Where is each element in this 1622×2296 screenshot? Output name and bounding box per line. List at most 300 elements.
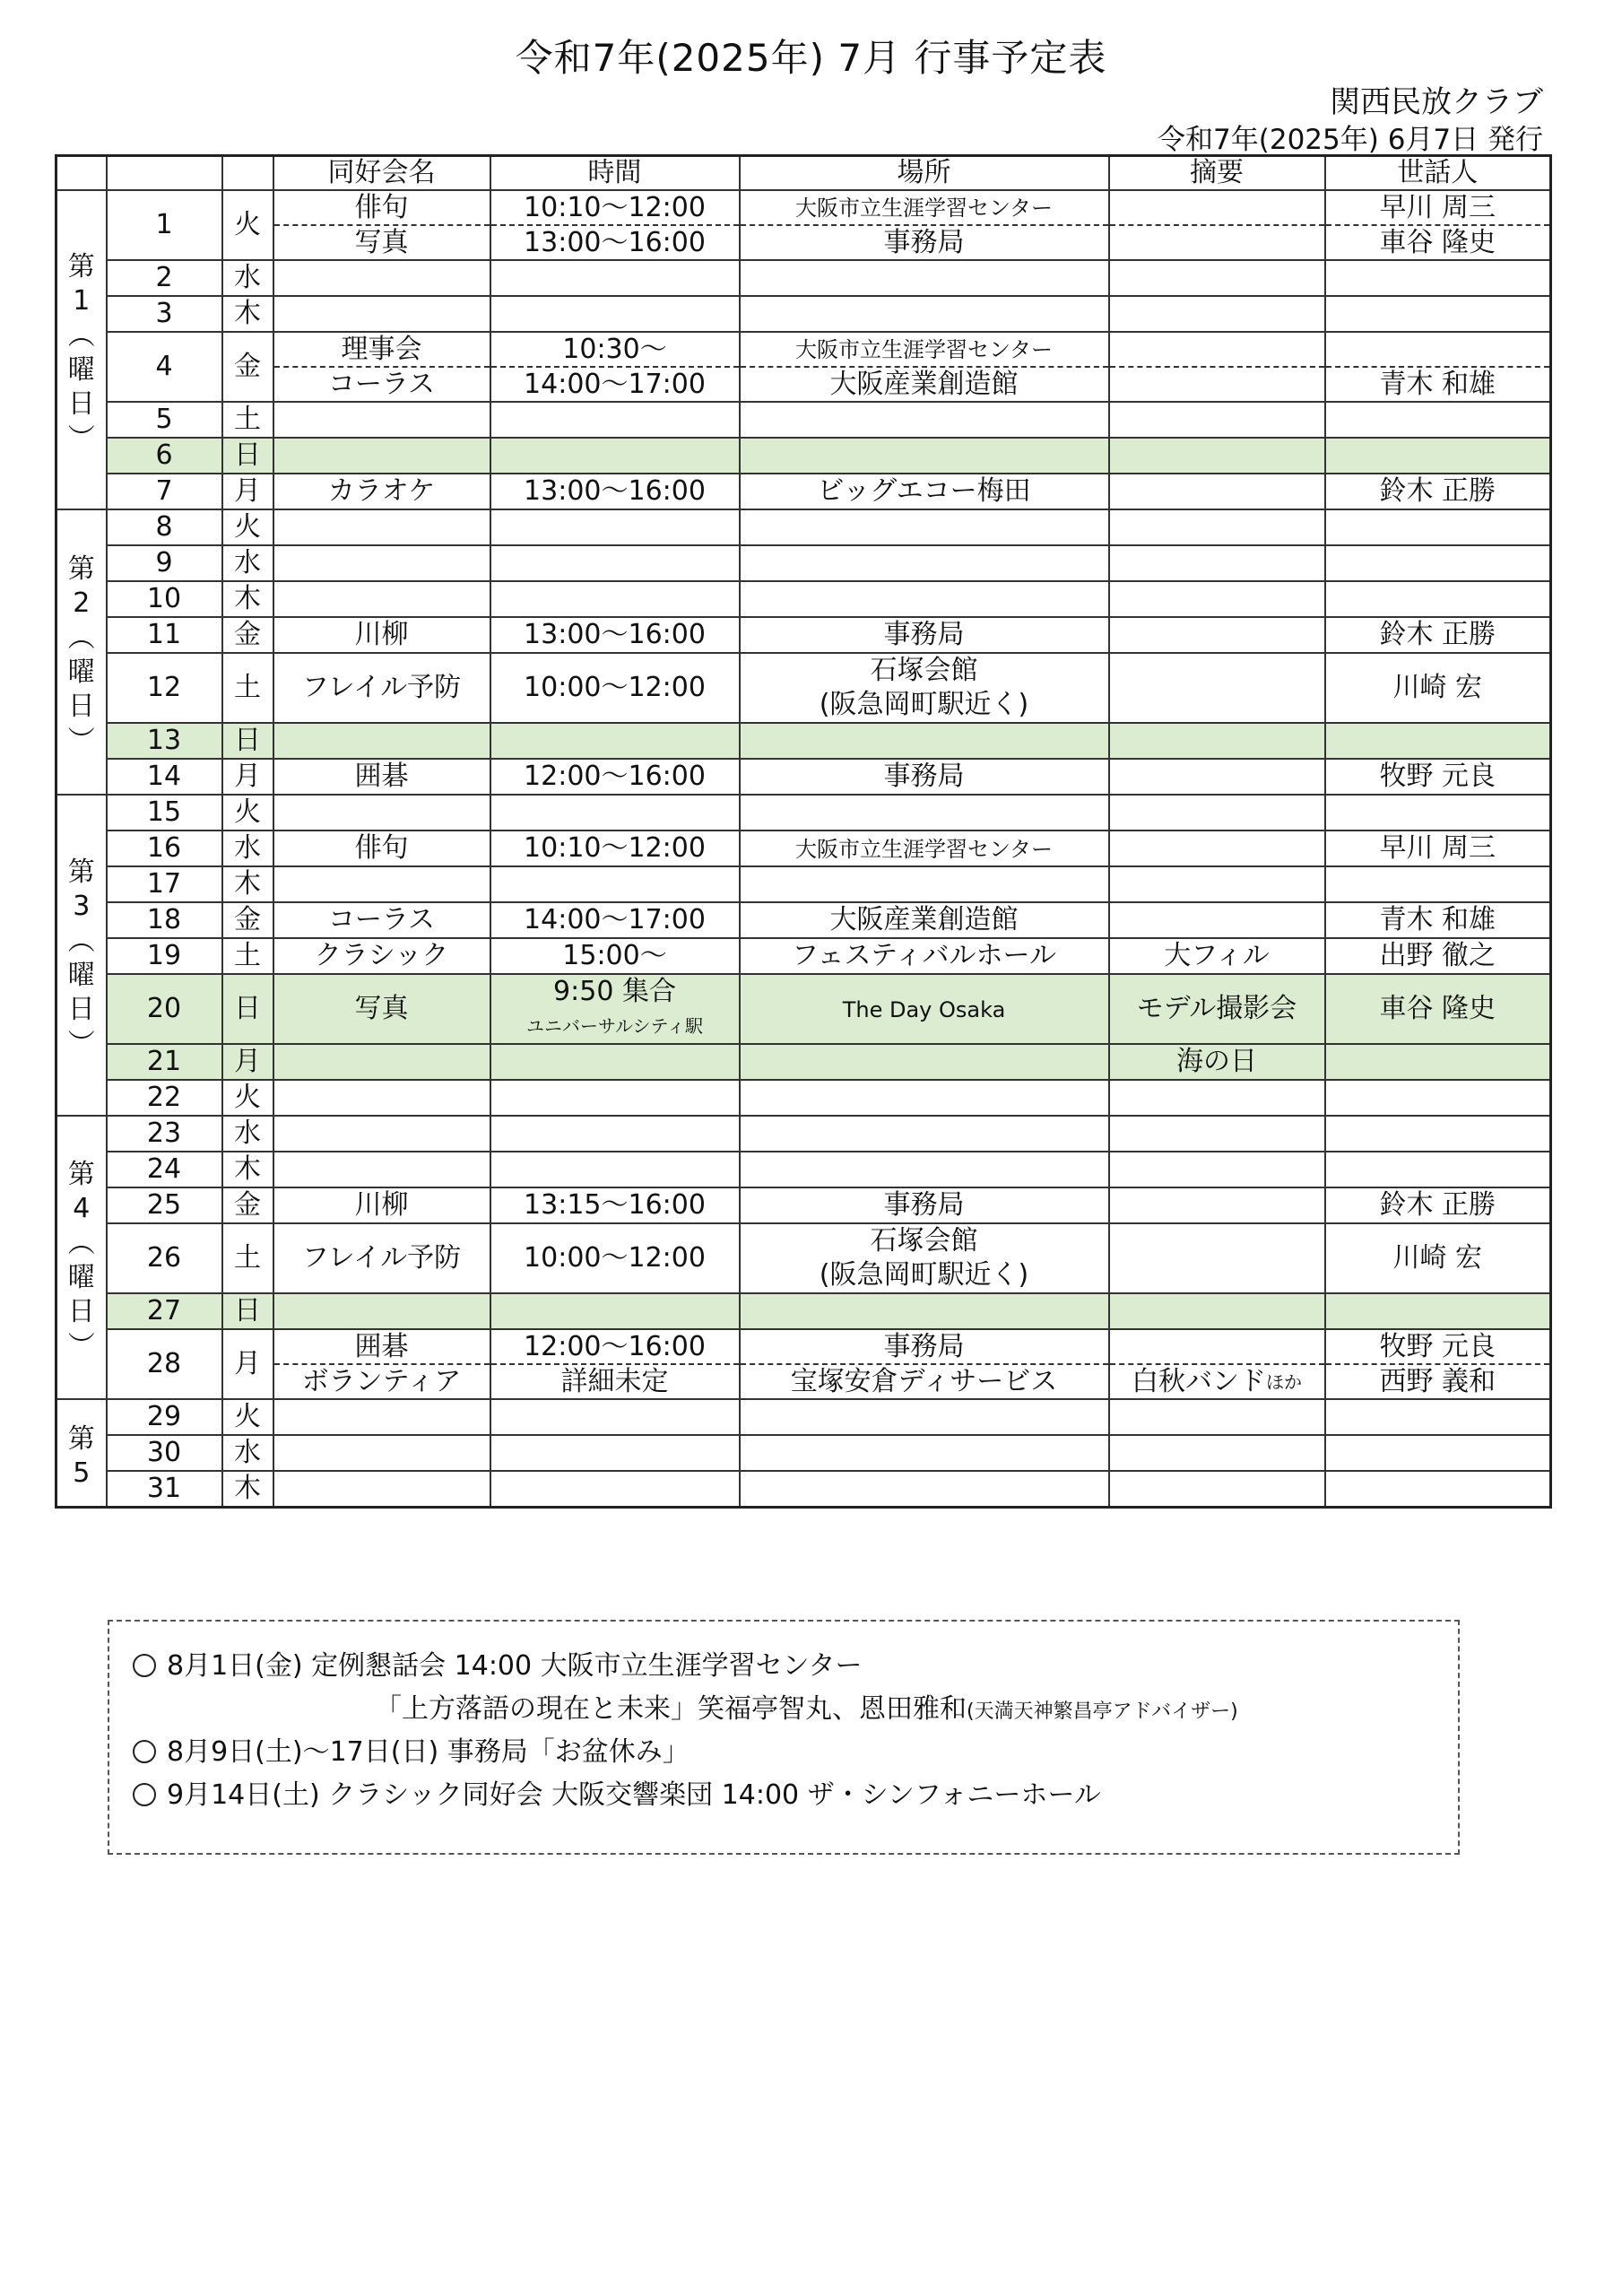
day-number: 20 [146,993,182,1024]
week-label-char: ︶ [67,1028,95,1060]
host-cell-value: 車谷 隆史 [1379,226,1496,258]
note-cell [1109,545,1325,581]
club-name [273,938,490,974]
day-cell [107,509,222,545]
club-name [273,831,490,866]
club-name-value: カラオケ [327,475,436,507]
day-cell [107,902,222,938]
weekday-cell [222,296,273,332]
week-label-char: 日 [67,994,95,1026]
table-row [56,402,1551,438]
table-row [56,296,1551,332]
host-cell [1325,974,1551,1044]
time-cell-value: 13:15〜16:00 [524,1189,706,1221]
host-cell [1325,831,1551,866]
table-row [56,332,1551,402]
place-cell [740,581,1109,617]
time-cell [490,509,740,545]
club-name-value: コーラス [327,368,436,400]
time-cell [490,1293,740,1329]
host-cell [1325,1116,1551,1152]
place-cell [740,938,1109,974]
time-cell [490,1116,740,1152]
weekday-cell [222,402,273,438]
weekday-cell [222,581,273,617]
day-number: 5 [155,404,173,435]
week-label-char: 曜 [67,960,95,991]
day-cell [107,831,222,866]
time-cell [490,759,740,795]
club-name [273,1435,490,1471]
place-cell [740,617,1109,653]
time-cell [490,1223,740,1293]
weekday-label: 月 [234,1348,261,1379]
club-name [273,617,490,653]
club-name-value: フレイル予防 [301,1242,462,1274]
header-row [56,156,1551,191]
note-suffix: ほか [1266,1370,1302,1393]
day-number: 6 [155,439,173,471]
day-cell [107,974,222,1044]
club-name-value: 囲碁 [354,1330,409,1362]
note-cell [1109,1116,1325,1152]
host-cell [1325,1399,1551,1435]
day-cell [107,653,222,723]
place-cell-value: 宝塚安倉ディサービス [790,1365,1058,1397]
host-cell [1325,438,1551,474]
weekday-cell [222,617,273,653]
column-header [490,156,740,191]
club-name [273,332,490,402]
time-cell [490,296,740,332]
circle-bullet-icon [133,1654,156,1677]
host-cell-value: 鈴木 正勝 [1379,1189,1496,1221]
place-cell [740,1187,1109,1223]
place-cell [740,1116,1109,1152]
day-number: 24 [146,1153,182,1185]
weekday-label: 火 [234,796,261,828]
host-cell [1325,1329,1551,1399]
note-cell [1109,402,1325,438]
place-cell [740,795,1109,831]
time-cell-value: 12:00〜16:00 [524,1330,706,1362]
week-label-char: ︶ [67,422,95,455]
club-name [273,1293,490,1329]
club-name [273,974,490,1044]
column-header-label: 同好会名 [327,157,436,188]
table-row [56,1471,1551,1508]
place-cell-value: 事務局 [883,761,965,792]
host-cell [1325,866,1551,902]
place-cell [740,438,1109,474]
time-cell-value: 10:10〜12:00 [524,191,706,223]
club-name-value: クラシック [314,940,449,971]
time-cell [490,938,740,974]
day-number: 10 [146,583,182,614]
weekday-label: 月 [234,761,261,792]
table-row [56,1435,1551,1471]
club-name [273,1152,490,1187]
day-cell [107,795,222,831]
time-cell [490,1435,740,1471]
time-cell [490,545,740,581]
week-label-char: 3 [73,891,91,923]
host-cell-value: 西野 義和 [1379,1365,1496,1397]
day-number: 11 [146,619,182,650]
place-cell [740,1293,1109,1329]
weekday-label: 月 [234,475,261,507]
place-cell [740,296,1109,332]
day-cell [107,402,222,438]
week-label-char: 第 [67,1158,95,1190]
weekday-cell [222,1435,273,1471]
note-cell [1109,938,1325,974]
day-cell [107,866,222,902]
club-name [273,190,490,260]
host-cell [1325,190,1551,260]
weekday-cell [222,831,273,866]
week-label [56,1116,107,1399]
weekday-cell [222,795,273,831]
table-row [56,617,1551,653]
club-name-value: 写真 [354,993,409,1024]
time-cell [490,902,740,938]
weekday-cell [222,1187,273,1223]
table-row [56,1152,1551,1187]
day-cell [107,1152,222,1187]
weekday-cell [222,1399,273,1435]
weekday-label: 土 [234,940,261,971]
week-label-char: ︶ [67,1330,95,1362]
time-cell [490,474,740,509]
time-cell-value: 15:00〜 [562,940,667,971]
weekday-cell [222,902,273,938]
place-cell-value: 事務局 [883,1330,965,1362]
day-number: 7 [155,475,173,507]
note-cell [1109,617,1325,653]
time-cell-value: 12:00〜16:00 [524,761,706,792]
note-cell [1109,723,1325,759]
note-cell [1109,1471,1325,1508]
weekday-cell [222,1116,273,1152]
weekday-label: 日 [234,725,261,756]
weekday-label: 火 [234,209,261,240]
week-label-char: ︵ [67,1227,95,1259]
table-row [56,260,1551,296]
place-cell [740,1223,1109,1293]
weekday-label: 水 [234,547,261,578]
host-cell [1325,795,1551,831]
note-cell [1109,831,1325,866]
weekday-label: 日 [234,439,261,471]
host-cell [1325,509,1551,545]
host-cell [1325,653,1551,723]
day-number: 21 [146,1046,182,1077]
weekday-label: 土 [234,404,261,435]
note-cell [1109,974,1325,1044]
club-name [273,1044,490,1080]
note-cell [1109,795,1325,831]
column-header [273,156,490,191]
day-number: 18 [146,904,182,935]
day-cell [107,1435,222,1471]
time-cell-value: 10:00〜12:00 [524,1242,706,1274]
time-cell [490,581,740,617]
host-cell [1325,1187,1551,1223]
column-header-label: 世話人 [1397,157,1479,188]
note-cell-value: 海の日 [1176,1046,1257,1077]
note-cell [1109,902,1325,938]
notes-box [108,1620,1460,1855]
time-cell [490,438,740,474]
week-label [56,1399,107,1508]
club-name [273,1187,490,1223]
weekday-label: 土 [234,672,261,703]
note-item: 8月9日(土)〜17日(日) 事務局「お盆休み」 [133,1731,1458,1774]
day-cell [107,938,222,974]
weekday-cell [222,1223,273,1293]
day-cell [107,296,222,332]
host-cell [1325,402,1551,438]
weekday-cell [222,1080,273,1116]
weekday-cell [222,545,273,581]
weekday-label: 木 [234,298,261,329]
weekday-label: 日 [234,1295,261,1326]
table-row [56,723,1551,759]
place-cell-sub: (阪急岡町駅近く) [819,1259,1029,1292]
club-name-value: 理事会 [341,333,422,365]
place-cell-value: ビッグエコー梅田 [817,475,1031,507]
note-cell [1109,1080,1325,1116]
note-cell [1109,1223,1325,1293]
time-cell-value: 9:50 集合 [553,976,676,1008]
place-cell-value: 石塚会館 [870,655,978,687]
weekday-label: 水 [234,262,261,293]
place-cell [740,974,1109,1044]
host-cell [1325,332,1551,402]
place-cell-value: 大阪市立生涯学習センター [794,195,1054,221]
time-cell [490,831,740,866]
note-cell [1109,1044,1325,1080]
header-day [107,156,222,191]
time-cell [490,653,740,723]
table-row [56,190,1551,260]
time-cell [490,190,740,260]
host-cell [1325,938,1551,974]
host-cell [1325,260,1551,296]
weekday-cell [222,653,273,723]
week-label-char: 第 [67,250,95,283]
day-cell [107,1187,222,1223]
club-name-value: 川柳 [354,1189,409,1221]
day-cell [107,260,222,296]
day-number: 15 [146,796,182,828]
weekday-label: 金 [234,351,261,382]
week-label [56,190,107,509]
host-cell-value: 牧野 元良 [1379,761,1496,792]
table-row [56,653,1551,723]
week-label-char: 日 [67,691,95,723]
club-name [273,296,490,332]
host-cell [1325,902,1551,938]
weekday-cell [222,1293,273,1329]
place-cell [740,190,1109,260]
day-number: 16 [146,832,182,864]
place-cell [740,509,1109,545]
table-row [56,1399,1551,1435]
time-cell [490,260,740,296]
weekday-label: 火 [234,1401,261,1432]
day-number: 2 [155,262,173,293]
weekday-label: 月 [234,1046,261,1077]
host-cell-value: 出野 徹之 [1379,940,1496,971]
place-cell [740,1471,1109,1508]
day-cell [107,1293,222,1329]
weekday-label: 水 [234,1118,261,1149]
table-row [56,795,1551,831]
note-cell [1109,260,1325,296]
place-cell-value: 大阪産業創造館 [829,904,1019,935]
column-header [1109,156,1325,191]
day-cell [107,1471,222,1508]
table-row [56,1080,1551,1116]
weekday-cell [222,474,273,509]
week-label-char: 第 [67,1422,95,1455]
day-number: 31 [146,1473,182,1504]
time-cell-value: 13:00〜16:00 [524,619,706,650]
weekday-label: 金 [234,619,261,650]
day-cell [107,581,222,617]
time-cell-value: 14:00〜17:00 [524,368,706,400]
time-cell [490,1080,740,1116]
host-cell-value: 車谷 隆史 [1379,993,1496,1024]
club-name-value: フレイル予防 [301,672,462,703]
host-cell [1325,723,1551,759]
place-cell [740,1399,1109,1435]
note-cell [1109,296,1325,332]
host-cell [1325,1152,1551,1187]
weekday-cell [222,260,273,296]
note-cell [1109,1293,1325,1329]
week-label-char: 1 [73,285,91,317]
table-row [56,938,1551,974]
weekday-cell [222,1152,273,1187]
weekday-cell [222,759,273,795]
note-cell [1109,581,1325,617]
club-name [273,866,490,902]
time-cell-value: 13:00〜16:00 [524,475,706,507]
column-header [740,156,1109,191]
place-cell-value: 大阪市立生涯学習センター [794,837,1054,862]
weekday-label: 木 [234,1153,261,1185]
table-row [56,581,1551,617]
club-name [273,902,490,938]
place-cell-sub: (阪急岡町駅近く) [819,689,1029,721]
weekday-cell [222,723,273,759]
weekday-cell [222,1044,273,1080]
club-name [273,653,490,723]
place-cell [740,723,1109,759]
time-cell [490,1187,740,1223]
host-cell-value: 鈴木 正勝 [1379,475,1496,507]
day-number: 26 [146,1242,182,1274]
day-number: 23 [146,1118,182,1149]
table-row [56,866,1551,902]
day-number: 27 [146,1295,182,1326]
place-cell [740,1044,1109,1080]
club-name-value: ボランティア [301,1365,462,1397]
header-dow [222,156,273,191]
note-cell [1109,509,1325,545]
time-cell-value: 13:00〜16:00 [524,226,706,258]
host-cell [1325,1080,1551,1116]
day-cell [107,1116,222,1152]
note-cell [1109,438,1325,474]
weekday-label: 木 [234,868,261,900]
column-header-label: 時間 [587,157,642,188]
place-cell [740,653,1109,723]
weekday-cell [222,190,273,260]
table-row [56,1293,1551,1329]
note-cell [1109,332,1325,402]
week-label-char: 5 [73,1457,91,1489]
club-name-value: 川柳 [354,619,409,650]
day-number: 8 [155,511,173,543]
day-number: 13 [146,725,182,756]
place-cell-value: 事務局 [883,226,965,258]
weekday-cell [222,438,273,474]
time-cell-value: 10:00〜12:00 [524,672,706,703]
week-label-char: 第 [67,856,95,888]
weekday-label: 火 [234,511,261,543]
weekday-label: 金 [234,904,261,935]
circle-bullet-icon [133,1783,156,1806]
day-number: 22 [146,1082,182,1113]
host-cell-value: 早川 周三 [1379,832,1496,864]
host-cell-value: 早川 周三 [1379,191,1496,223]
day-number: 3 [155,298,173,329]
week-label-char: 2 [73,587,91,620]
club-name [273,795,490,831]
club-name [273,545,490,581]
club-name-value: 囲碁 [354,761,409,792]
host-cell [1325,1435,1551,1471]
circle-bullet-icon [133,1740,156,1763]
note-cell [1109,474,1325,509]
note-cell [1109,1152,1325,1187]
day-cell [107,1044,222,1080]
weekday-label: 水 [234,832,261,864]
week-label [56,795,107,1116]
note-cell [1109,866,1325,902]
club-name [273,1471,490,1508]
place-cell [740,545,1109,581]
place-cell [740,1329,1109,1399]
day-number: 19 [146,940,182,971]
day-number: 30 [146,1437,182,1468]
time-cell-value: 10:30〜 [562,333,667,365]
time-cell [490,1329,740,1399]
day-number: 17 [146,868,182,900]
place-cell-value: 事務局 [883,1189,965,1221]
note-item: 「上方落語の現在と未来」笑福亭智丸、恩田雅和(天満天神繁昌亭アドバイザー) [375,1693,1238,1725]
place-cell [740,759,1109,795]
header-week [56,156,107,191]
day-number: 12 [146,672,182,703]
note-cell [1109,1399,1325,1435]
weekday-cell [222,938,273,974]
time-cell [490,974,740,1044]
